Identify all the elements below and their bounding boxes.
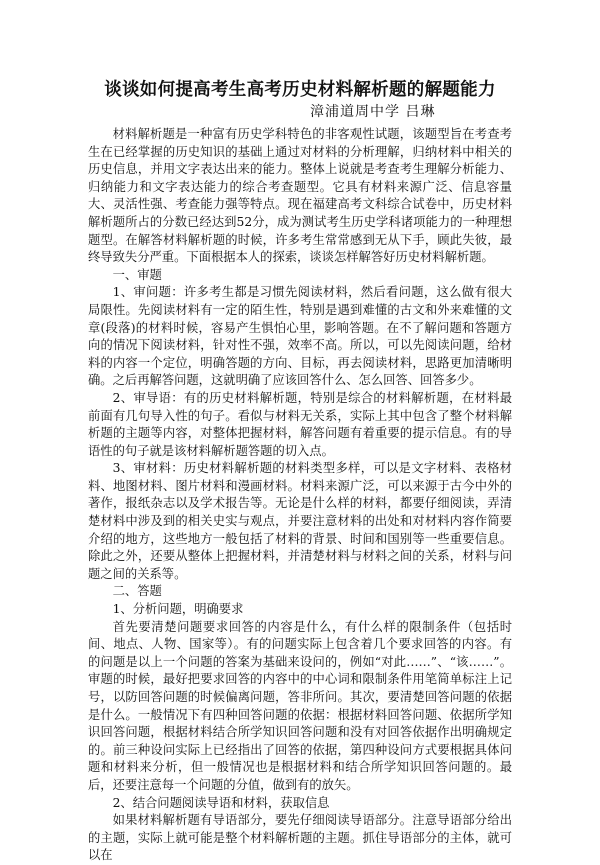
paragraph-review-material: 3、审材料：历史材料解析题的材料类型多样，可以是文字材料、表格材料、地图材料、图片材料和漫画材料。材料来源广泛，可以来源于古今中外的著作，报纸杂志以及学术报告等。无论是什么样的材料，都要仔细阅读，弄清楚材料中涉及到的相关史实与观点，并要注意材料的出处和对材料内容作简要介绍的地方，这些地方一般包括了材料的背景、时间和国别等一些重要信息。除此之外，还要从整体上把握材料，并清楚材料与材料之间的关系，材料与问题之间的关系等。	[88, 461, 512, 581]
paragraph-review-lead: 2、审导语：有的历史材料解析题，特别是综合的材料解析题，在材料最前面有几句导入性的句子。看似与材料无关系，实际上其中包含了整个材料解析题的主题等内容，对整体把握材料，解答问题有着重要的提示信息。有的导语性的句子就是该材料解析题答题的切入点。	[88, 390, 512, 458]
document-title: 谈谈如何提高考生高考历史材料解析题的解题能力	[104, 80, 496, 100]
subheading-read-lead: 2、结合问题阅读导语和材料，获取信息	[112, 795, 330, 810]
section-heading-answer: 二、答题	[112, 584, 162, 599]
paragraph-read-lead: 如果材料解析题有导语部分，要先仔细阅读导语部分。注意导语部分给出的主题，实际上就可能是整个材料解析题的主题。抓住导语部分的主体，就可以在	[88, 813, 512, 863]
author-line: 漳浦道周中学 吕琳	[310, 104, 436, 120]
paragraph-review-question: 1、审问题：许多考生都是习惯先阅读材料，然后看问题，这么做有很大局限性。先阅读材料有一定的陌生性，特别是遇到难懂的古文和外来难懂的文章(段落)的材料时候，容易产生惧怕心里，影响答题。在不了解问题和答题方向的情况下阅读材料，针对性不强，效率不高。所以，可以先阅读问题，给材料的内容一个定位，明确答题的方向、目标，再去阅读材料，思路更加清晰明确。之后再解答问题，这就明确了应该回答什么、怎么回答、回答多少。	[88, 285, 512, 388]
paragraph-analyze-question: 首先要清楚问题要求回答的内容是什么，有什么样的限制条件（包括时间、地点、人物、国家等）。有的问题实际上包含着几个要求回答的内容。有的问题是以上一个问题的答案为基础来设问的，例如“对此……”、“该……”。审题的时候，最好把要求回答的内容中的中心词和限制条件用笔简单标注上记号，以防回答问题的时候偏离问题，答非所问。其次，要清楚回答问题的依据是什么。一般情况下有四种回答问题的依据：根据材料回答问题、依据所学知识回答问题，根据材料结合所学知识回答问题和没有对回答依据作出明确规定的。前三种设问实际上已经指出了回答的依据，第四种设问方式要根据具体问题和材料来分析，但一般情况也是根据材料和结合所学知识回答问题的。最后，还要注意每一个问题的分值，做到有的放矢。	[88, 619, 512, 792]
subheading-analyze-question: 1、分析问题，明确要求	[112, 602, 244, 617]
document-body	[88, 126, 512, 865]
section-heading-review: 一、审题	[112, 267, 162, 282]
intro-paragraph: 材料解析题是一种富有历史学科特色的非客观性试题，该题型旨在考查考生在已经掌握的历史知识的基础上通过对材料的分析理解，归纳材料中相关的历史信息，并用文字表达出来的能力。整体上说就是考查考生理解分析能力、归纳能力和文字表达能力的综合考查题型。它具有材料来源广泛、信息容量大、灵活性强、考查能力强等特点。现在福建高考文科综合试卷中，历史材料解析题所占的分数已经达到52分，成为测试考生历史学科诸项能力的一种理想题型。在解答材料解析题的时候，许多考生常常感到无从下手，顾此失彼，最终导致失分严重。下面根据本人的探索，谈谈怎样解答好历史材料解析题。	[88, 127, 512, 265]
